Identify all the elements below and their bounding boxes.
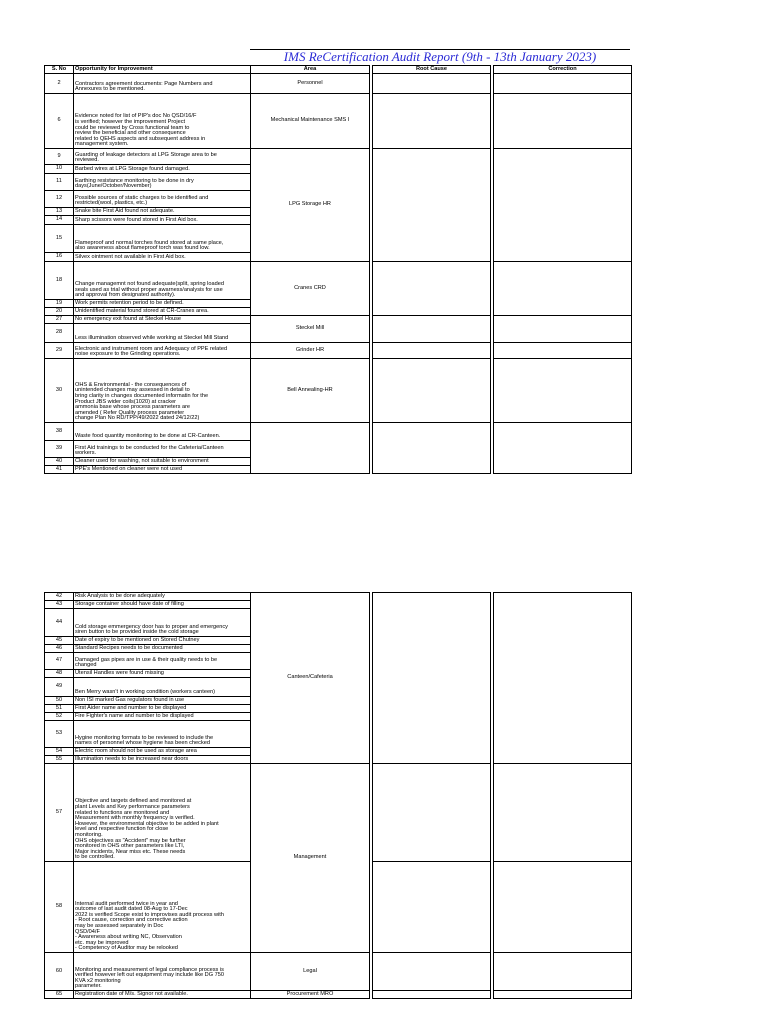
row-sno: 44	[45, 609, 74, 637]
correction-cell[interactable]	[494, 94, 632, 149]
row-sno: 47	[45, 653, 74, 670]
row-text: Electric room should not be used as storage area	[74, 748, 251, 756]
row-sno: 6	[45, 94, 74, 149]
row-text: Guarding of leakage detectors at LPG Storage area to be reviewed.	[74, 149, 251, 165]
row-text: Fire Fighter's name and number to be displayed	[74, 713, 251, 721]
row-sno: 20	[45, 308, 74, 316]
correction-cell[interactable]	[494, 74, 632, 94]
row-sno: 14	[45, 216, 74, 225]
row-text: Barbed wires at LPG Storage found damaged.	[74, 165, 251, 174]
row-text: Flameproof and normal torches found stored at same place, also awareness about flameproof torch was found low.	[74, 225, 251, 253]
row-text: Change managemnt not found adequate(split, spring loaded seals used as trial without proper awarness/analysis for use and approval from designated authority).	[74, 262, 251, 300]
correction-cell[interactable]	[494, 343, 632, 359]
row-sno: 11	[45, 174, 74, 191]
area-cell: Procurement MRO	[251, 991, 370, 999]
row-sno: 51	[45, 705, 74, 713]
row-sno: 13	[45, 208, 74, 216]
root-cause-cell[interactable]	[373, 991, 491, 999]
root-cause-cell[interactable]	[373, 862, 491, 953]
area-cell: LPG Storage HR	[251, 149, 370, 262]
table-header-row	[45, 66, 632, 74]
table-row	[45, 953, 632, 991]
table-row	[45, 423, 632, 441]
row-text: Earthing resistance monitoring to be done in dry days(June/October/November)	[74, 174, 251, 191]
header-correction: Correction	[494, 66, 632, 74]
area-cell: Mechanical Maintenance SMS I	[251, 94, 370, 149]
table-row	[45, 316, 632, 324]
area-cell: Bell Annealing-HR	[251, 359, 370, 423]
table-row	[45, 343, 632, 359]
root-cause-cell[interactable]	[373, 953, 491, 991]
row-text: Contractors agreement documents: Page Numbers and Annexures to be mentioned.	[74, 74, 251, 94]
row-text: Damaged gas pipes are in use & their quality needs to be changed	[74, 653, 251, 670]
table-row	[45, 359, 632, 423]
row-text: OHS & Environmental - the consequences of unintended changes may assessed in detail to bring clarity in changes documented informatin for the Product JBS wider coils(1020) at cracker ammonia base whose process parameters are amended ( Refer Quality process parameter change Plan No RD/TPP/49/2022 dated 24/12/22)	[74, 359, 251, 423]
row-sno: 60	[45, 953, 74, 991]
row-text: No emergency exit found at Steckel House	[74, 316, 251, 324]
row-text: First Aider name and number to be displayed	[74, 705, 251, 713]
row-sno: 57	[45, 764, 74, 862]
row-sno: 41	[45, 466, 74, 474]
row-text: Possible sources of static charges to be identified and restricted(wool, plastics, etc.)	[74, 191, 251, 208]
row-sno: 30	[45, 359, 74, 423]
row-text: Snake bite First Aid found not adequate.	[74, 208, 251, 216]
row-sno: 54	[45, 748, 74, 756]
row-sno: 9	[45, 149, 74, 165]
table-row	[45, 764, 632, 862]
table-row	[45, 991, 632, 999]
row-text: Non ISI marked Gas regulators found in use	[74, 697, 251, 705]
row-text: Risk Analysis to be done adequately	[74, 593, 251, 601]
row-text: Ben Merry wasn't in working condition (workers canteen)	[74, 678, 251, 697]
root-cause-cell[interactable]	[373, 149, 491, 262]
row-sno: 45	[45, 637, 74, 645]
row-text: Silvex ointment not available in First Aid box.	[74, 253, 251, 262]
row-text: Registration date of M/s. Signor not available.	[74, 991, 251, 999]
row-sno: 28	[45, 324, 74, 343]
audit-table-2	[44, 592, 632, 999]
header-opportunity: Opportunity for Improvement	[74, 66, 251, 74]
root-cause-cell[interactable]	[373, 316, 491, 343]
table-row	[45, 593, 632, 601]
correction-cell[interactable]	[494, 262, 632, 316]
root-cause-cell[interactable]	[373, 343, 491, 359]
row-sno: 16	[45, 253, 74, 262]
area-cell: Legal	[251, 953, 370, 991]
row-sno: 29	[45, 343, 74, 359]
correction-cell[interactable]	[494, 316, 632, 343]
row-sno: 2	[45, 74, 74, 94]
row-sno: 19	[45, 300, 74, 308]
correction-cell[interactable]	[494, 359, 632, 423]
row-text: PPE's Mentioned on cleaner were not used	[74, 466, 251, 474]
correction-cell[interactable]	[494, 862, 632, 953]
correction-cell[interactable]	[494, 764, 632, 862]
root-cause-cell[interactable]	[373, 764, 491, 862]
row-text: Storage container should have date of filling	[74, 601, 251, 609]
row-sno: 39	[45, 441, 74, 458]
root-cause-cell[interactable]	[373, 593, 491, 764]
row-text: Less illumination observed while working at Steckel Mill Stand	[74, 324, 251, 343]
row-sno: 49	[45, 678, 74, 697]
row-sno: 50	[45, 697, 74, 705]
area-cell: Cranes CRD	[251, 262, 370, 316]
row-sno: 52	[45, 713, 74, 721]
row-sno: 48	[45, 670, 74, 678]
row-text: Monitoring and measurement of legal compliance process is verified however left out equipment may include like DG 750 KVA x2 monitoring parameter.	[74, 953, 251, 991]
correction-cell[interactable]	[494, 593, 632, 764]
row-sno: 12	[45, 191, 74, 208]
table-row	[45, 262, 632, 300]
row-text: Illumination needs to be increased near doors	[74, 756, 251, 764]
root-cause-cell[interactable]	[373, 74, 491, 94]
row-text: Standard Recipes needs to be documented	[74, 645, 251, 653]
row-text: Objective and targets defined and monitored at plant Levels and Key performance parameters related to functions are monitored and Measurement with monthly frequency is verified. However, the environmental objective to be added in plant level and respective function for close monitoring. OHS objectives as "Accident" may be further monitored in OHS other parameters like LTI, Major incidents, Near miss etc. These needs to be controlled.	[74, 764, 251, 862]
root-cause-cell[interactable]	[373, 262, 491, 316]
correction-cell[interactable]	[494, 953, 632, 991]
table-row	[45, 94, 632, 149]
root-cause-cell[interactable]	[373, 94, 491, 149]
row-text: Internal audit performed twice in year and outcome of last audit dated 08-Aug to 17-Dec 2022 is verified Scope exist to improvises audit process with - Root cause, correction and corrective action may be assessed separately in Doc QSD/04/F - Awareness about writing NC, Observation etc. may be improved - Competency of Auditor may be relooked	[74, 862, 251, 953]
row-sno: 43	[45, 601, 74, 609]
row-sno: 15	[45, 225, 74, 253]
row-sno: 40	[45, 458, 74, 466]
header-sno: S. No	[45, 66, 74, 74]
header-area: Area	[251, 66, 370, 74]
area-cell: Management	[251, 764, 370, 953]
row-text: Cold storage emmergency door has to proper and emergency siren button to be provided inside the cold storage	[74, 609, 251, 637]
correction-cell[interactable]	[494, 423, 632, 474]
row-sno: 27	[45, 316, 74, 324]
row-text: Unidentified material found stored at CR-Cranes area.	[74, 308, 251, 316]
area-cell: Canteen/Cafeteria	[251, 593, 370, 764]
audit-table-1	[44, 65, 632, 474]
row-text: First Aid trainings to be conducted for the Cafeteria/Canteen workers.	[74, 441, 251, 458]
table-row	[45, 74, 632, 94]
row-text: Work permits retention period to be defined.	[74, 300, 251, 308]
header-root-cause: Root Cause	[373, 66, 491, 74]
row-sno: 53	[45, 721, 74, 748]
row-text: Electronic and instrument room and Adequacy of PPE related noise exposure to the Grinding operations.	[74, 343, 251, 359]
row-sno: 55	[45, 756, 74, 764]
area-cell: Personnel	[251, 74, 370, 94]
row-sno: 58	[45, 862, 74, 953]
row-text: Date of expiry to be mentioned on Stored Chutney	[74, 637, 251, 645]
report-title: IMS ReCertification Audit Report (9th - 13th January 2023)	[283, 49, 597, 64]
row-sno: 65	[45, 991, 74, 999]
row-text: Utensil Handles were found missing	[74, 670, 251, 678]
row-sno: 38	[45, 423, 74, 441]
area-cell: Steckel Mill	[251, 316, 370, 343]
correction-cell[interactable]	[494, 991, 632, 999]
row-sno: 46	[45, 645, 74, 653]
correction-cell[interactable]	[494, 149, 632, 262]
row-sno: 10	[45, 165, 74, 174]
row-text: Sharp scissors were found stored in First Aid box.	[74, 216, 251, 225]
row-text: Evidence noted for list of PIP's doc No QSD/16/F is verified; however the improvement Project could be reviewed by Cross functional team to review the beneficial and other consequence related to QEHS aspects and subsequent address in management system.	[74, 94, 251, 149]
row-sno: 18	[45, 262, 74, 300]
row-text: Waste food quantity monitoring to be done at CR-Canteen.	[74, 423, 251, 441]
root-cause-cell[interactable]	[373, 423, 491, 474]
row-sno: 42	[45, 593, 74, 601]
area-cell	[251, 423, 370, 474]
root-cause-cell[interactable]	[373, 359, 491, 423]
table-row	[45, 149, 632, 165]
row-text: Hygine monitoring formats to be reviewed to include the names of personnel whose hygiene has been checked	[74, 721, 251, 748]
title-top-border	[250, 49, 630, 50]
area-cell: Grinder HR	[251, 343, 370, 359]
row-text: Cleaner used for washing, not suitable to environment	[74, 458, 251, 466]
